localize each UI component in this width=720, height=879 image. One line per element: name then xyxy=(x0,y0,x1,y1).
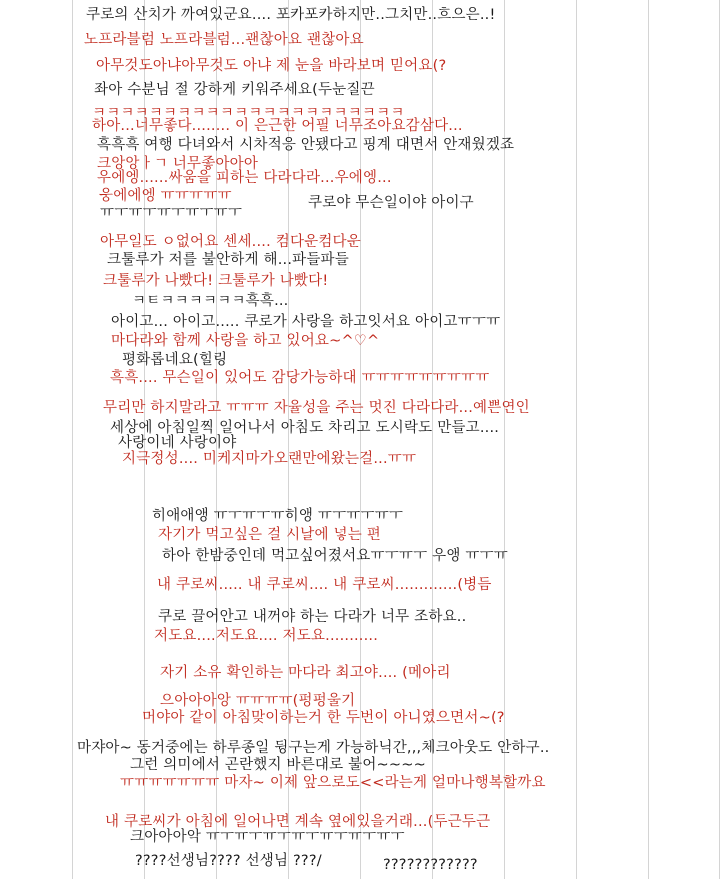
text-line: 크툴루가 나빴다! 크툴루가 나빴다! xyxy=(103,273,329,289)
text-line: 내 쿠로씨..... 내 쿠로씨.... 내 쿠로씨.............(병듬 xyxy=(157,577,492,593)
text-line: 크툴루가 저를 불안하게 해...파들파들 xyxy=(107,252,349,268)
text-line: ㅋㅋㅋㅋㅋㅋㅋㅋㅋㅋㅋㅋㅋㅋㅋㅋㅋㅋㅋㅋㅋㅋ xyxy=(92,105,405,121)
text-line: 쿠로의 산치가 까여있군요.... 포카포카하지만..그치만..흐으은..! xyxy=(86,7,496,23)
text-line: 아이고... 아이고..... 쿠로가 사랑을 하고잇서요 아이고ㅠㅜㅠ xyxy=(111,314,501,330)
text-line: 노프라블럼 노프라블럼...괜찮아요 괜찮아요 xyxy=(84,32,364,48)
text-line: 자기가 먹고싶은 걸 시날에 넣는 편 xyxy=(158,527,381,543)
text-line: 좌아 수분님 절 강하게 키워주세요(두눈질끈 xyxy=(94,82,375,98)
text-line: ????선생님???? 선생님 ???/ xyxy=(135,853,322,869)
text-line: ㅠㅜㅠㅜㅠㅜㅠㅜㅠㅜ xyxy=(100,205,243,221)
text-line: 그런 의미에서 곤란했지 바른대로 불어~~~~ xyxy=(130,757,426,773)
text-line: 크아아아악 ㅠㅜㅠㅜㅠㅜㅠㅜㅠㅜㅠㅜㅠㅜ xyxy=(130,829,405,845)
text-line: 우에엥......싸움을 피하는 다라다라...우에엥... xyxy=(97,170,392,186)
text-line: 으아아아앙 ㅠㅠㅠㅠ(펑펑울기 xyxy=(160,693,356,709)
text-line: 내 쿠로씨가 아침에 일어나면 계속 옆에있을거래...(두근두근 xyxy=(105,814,491,830)
text-line: 저도요....저도요.... 저도요........... xyxy=(154,628,379,644)
text-line: 머야아 같이 아침맞이하는거 한 두번이 아니였으면서~(? xyxy=(142,710,505,726)
text-line: 평화롭네요(힐링 xyxy=(122,352,228,368)
text-line: 흑흑.... 무슨일이 있어도 감당가능하대 ㅠㅠㅠㅠㅠㅠㅠㅠㅠ xyxy=(110,370,490,386)
text-line: 마쟈아~ 동거중에는 하루종일 뒹구는게 가능하닉간,,,체크아웃도 안하구.. xyxy=(77,740,550,756)
text-line: 마다라와 함께 사랑을 하고 있어요~^♡^ xyxy=(111,333,380,349)
text-line: 자기 소유 확인하는 마다라 최고야.... (메아리 xyxy=(160,665,451,681)
text-line: 사랑이네 사랑이야 xyxy=(118,435,237,451)
text-line: ???????????? xyxy=(383,857,478,873)
text-line: 지극정성.... 미케지마가오랜만에왔는걸...ㅠㅠ xyxy=(122,451,417,467)
text-line: 히애애앵 ㅠㅜㅠㅜㅠ히앵 ㅠㅜㅠㅜㅠㅜ xyxy=(152,508,404,524)
text-line: 하아...너무좋다........ 이 은근한 어필 너무조아요감삼다... xyxy=(92,118,463,134)
text-line: 아무일도 ㅇ없어요 센세.... 컴다운컴다운 xyxy=(100,234,361,250)
text-line: 크앙앙ㅏㄱ 너무좋아아아 xyxy=(97,156,259,172)
text-line: 쿠로 끌어안고 내꺼야 하는 다라가 너무 조하요.. xyxy=(158,609,467,625)
text-line: 세상에 아침일찍 일어나서 아침도 차리고 도시락도 만들고.... xyxy=(110,420,500,436)
text-line: 무리만 하지말라고 ㅠㅠㅠ 자율성을 주는 멋진 다라다라...예쁜연인 xyxy=(103,400,530,416)
text-line: ㅋㅌㅋㅋㅋㅋㅋㅋ흑흑... xyxy=(132,293,289,309)
text-line: 웅에에엥 ㅠㅠㅠㅠㅠ xyxy=(99,188,232,204)
text-line: 아무것도아냐아무것도 아냐 제 눈을 바라보며 믿어요(? xyxy=(96,58,447,74)
text-line: 흑흑흑 여행 다녀와서 시차적응 안됐다고 핑계 대면서 안재웠겠죠 xyxy=(97,137,515,153)
text-line: 쿠로야 무슨일이야 아이구 xyxy=(308,195,474,211)
text-line: 하아 한밤중인데 먹고싶어졌서요ㅠㅜㅠㅜ 우앵 ㅠㅜㅠ xyxy=(162,548,508,564)
text-line: ㅠㅠㅠㅠㅠㅠㅠ 마자~ 이제 앞으로도<<라는게 얼마나행복할까요 xyxy=(120,775,546,791)
